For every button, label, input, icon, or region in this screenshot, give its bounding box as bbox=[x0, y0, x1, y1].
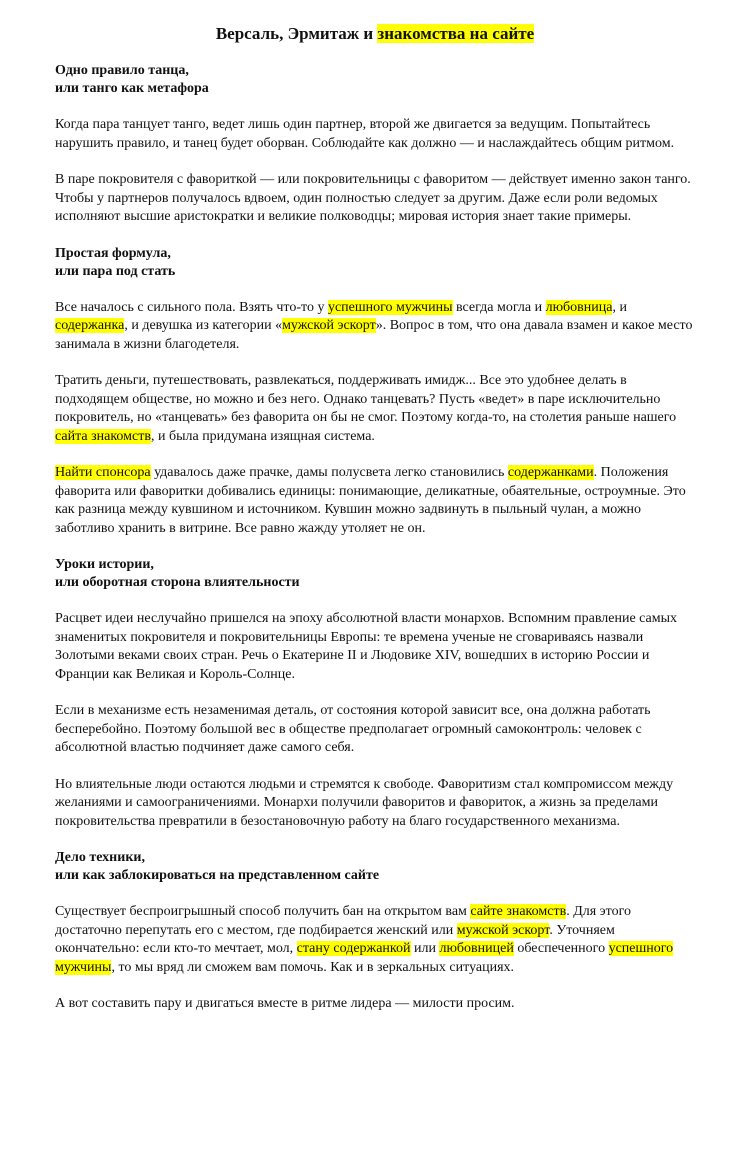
paragraph bbox=[55, 372, 695, 446]
heading-line: Простая формула, bbox=[55, 245, 171, 261]
text-run: удавалось даже прачке, дамы полусвета легко становились bbox=[150, 465, 508, 480]
text-run: Но влиятельные люди остаются людьми и стремятся к свободе. Фаворитизм стал компромиссом между желаниями и самоограничениями. Монархи получили фаворитов и фавориток, а жизнь за пределами покровительства превратили в безостановочную работу на благо государственного механизма. bbox=[55, 776, 674, 829]
highlighted-keyword: стану содержанкой bbox=[296, 941, 411, 956]
highlighted-keyword: мужской эскорт bbox=[282, 318, 376, 333]
heading-line: Дело техники, bbox=[55, 850, 145, 865]
text-run: . Положения фаворита или фаворитки добивались единицы: понимающие, деликатные, обаятельные, остроумные. Это как разница между кувшином и источником. Кувшин можно задвинуть в пыльный чулан, а можно заботливо хранить в витрине. Все равно жажду утоляет не он. bbox=[55, 465, 686, 536]
highlighted-keyword: любовница bbox=[545, 299, 613, 315]
text-run: всегда могла и bbox=[452, 299, 546, 315]
text-run: , и bbox=[612, 299, 627, 315]
paragraph bbox=[55, 702, 695, 758]
heading-line: или пара под стать bbox=[55, 263, 176, 279]
highlighted-keyword: мужской эскорт bbox=[456, 922, 550, 938]
highlighted-keyword: успешного мужчины bbox=[55, 941, 674, 975]
title-text: Версаль, Эрмитаж и bbox=[215, 24, 378, 43]
heading-line: Уроки истории, bbox=[55, 557, 154, 572]
text-run: , и девушка из категории « bbox=[124, 318, 283, 333]
text-run: В паре покровителя с фавориткой — или покровительницы с фаворитом — действует именно закон танго. Чтобы у партнеров получалось вдвоем, один полностью следует за другим. Даже если роли ведомых исполняют высшие аристократки и великие полководцы; мировая история знает такие примеры. bbox=[55, 172, 691, 224]
text-run: Если в механизме есть незаменимая деталь, от состояния которой зависит все, она должна работать бесперебойно. Поэтому большой вес в обществе предполагает огромный самоконтроль: человек с абсолютной властью подчиняет даже самого себя. bbox=[55, 703, 651, 755]
paragraph bbox=[55, 776, 695, 832]
section-heading bbox=[55, 62, 695, 98]
highlighted-keyword: сайте знакомств bbox=[470, 904, 567, 919]
paragraph bbox=[55, 299, 695, 355]
text-run: А вот составить пару и двигаться вместе в ритме лидера — милости просим. bbox=[55, 996, 515, 1011]
heading-line: или как заблокироваться на представленном сайте bbox=[55, 868, 380, 883]
section bbox=[55, 849, 695, 1014]
paragraph bbox=[55, 610, 695, 684]
text-run: Когда пара танцует танго, ведет лишь один партнер, второй же двигается за ведущим. Попытайтесь нарушить правило, и танец будет оборван. Соблюдайте как должно — и наслаждайтесь общим ритмом. bbox=[55, 117, 675, 151]
document-page bbox=[55, 22, 695, 1032]
paragraph bbox=[55, 171, 695, 227]
text-run: Существует беспроигрышный способ получить бан на открытом вам bbox=[55, 904, 471, 919]
document-title bbox=[55, 22, 695, 46]
heading-line: или оборотная сторона влиятельности bbox=[55, 575, 300, 590]
paragraph bbox=[55, 116, 695, 153]
text-run: обеспеченного bbox=[513, 941, 609, 956]
text-run: . Для этого достаточно перепутать его с местом, где подбирается женский или bbox=[55, 904, 631, 938]
text-run: , то мы вряд ли сможем вам помочь. Как и в зеркальных ситуациях. bbox=[111, 959, 515, 975]
heading-line: или танго как метафора bbox=[55, 81, 209, 96]
section bbox=[55, 245, 695, 539]
heading-line: Одно правило танца, bbox=[55, 63, 189, 78]
paragraph bbox=[55, 464, 695, 538]
section-heading bbox=[55, 556, 695, 592]
section bbox=[55, 556, 695, 831]
highlighted-keyword: успешного мужчины bbox=[327, 299, 453, 315]
section-heading bbox=[55, 849, 695, 885]
text-run: Расцвет идеи неслучайно пришелся на эпоху абсолютной власти монархов. Вспомним правление самых знаменитых покровителя и покровительницы Европы: те времена ученые не сговариваясь назвали Золотыми веками своих стран. Речь о Екатерине II и Людовике XIV, вошедших в историю России и Франции как Великая и Король-Солнце. bbox=[55, 611, 678, 682]
text-run: , и была придумана изящная система. bbox=[150, 428, 375, 444]
document-body bbox=[55, 62, 695, 1014]
text-run: . Уточняем окончательно: если кто-то мечтает, мол, bbox=[55, 922, 615, 956]
highlighted-keyword: Найти спонсора bbox=[55, 465, 151, 480]
highlighted-keyword: сайта знакомств bbox=[55, 428, 151, 444]
text-run: Тратить деньги, путешествовать, развлекаться, поддерживать имидж... Все это удобнее делать в подходящем обществе, но можно и без него. Однако танцевать? Пусть «ведет» в паре исключительно покровитель, но «танцевать» без фаворита он бы не смог. Поэтому когда-то, на столетия раньше нашего bbox=[55, 373, 677, 425]
text-run: или bbox=[410, 941, 440, 956]
section bbox=[55, 62, 695, 227]
highlighted-keyword: любовницей bbox=[439, 941, 514, 956]
text-run: ». Вопрос в том, что она давала взамен и какое место занимала в жизни благодетеля. bbox=[55, 318, 693, 352]
text-run: Все началось с сильного пола. Взять что-то у bbox=[55, 299, 328, 315]
title-highlight: знакомства на сайте bbox=[377, 24, 535, 43]
paragraph bbox=[55, 903, 695, 977]
highlighted-keyword: содержанками bbox=[507, 465, 594, 480]
section-heading bbox=[55, 245, 695, 281]
highlighted-keyword: содержанка bbox=[55, 318, 125, 333]
paragraph bbox=[55, 995, 695, 1014]
